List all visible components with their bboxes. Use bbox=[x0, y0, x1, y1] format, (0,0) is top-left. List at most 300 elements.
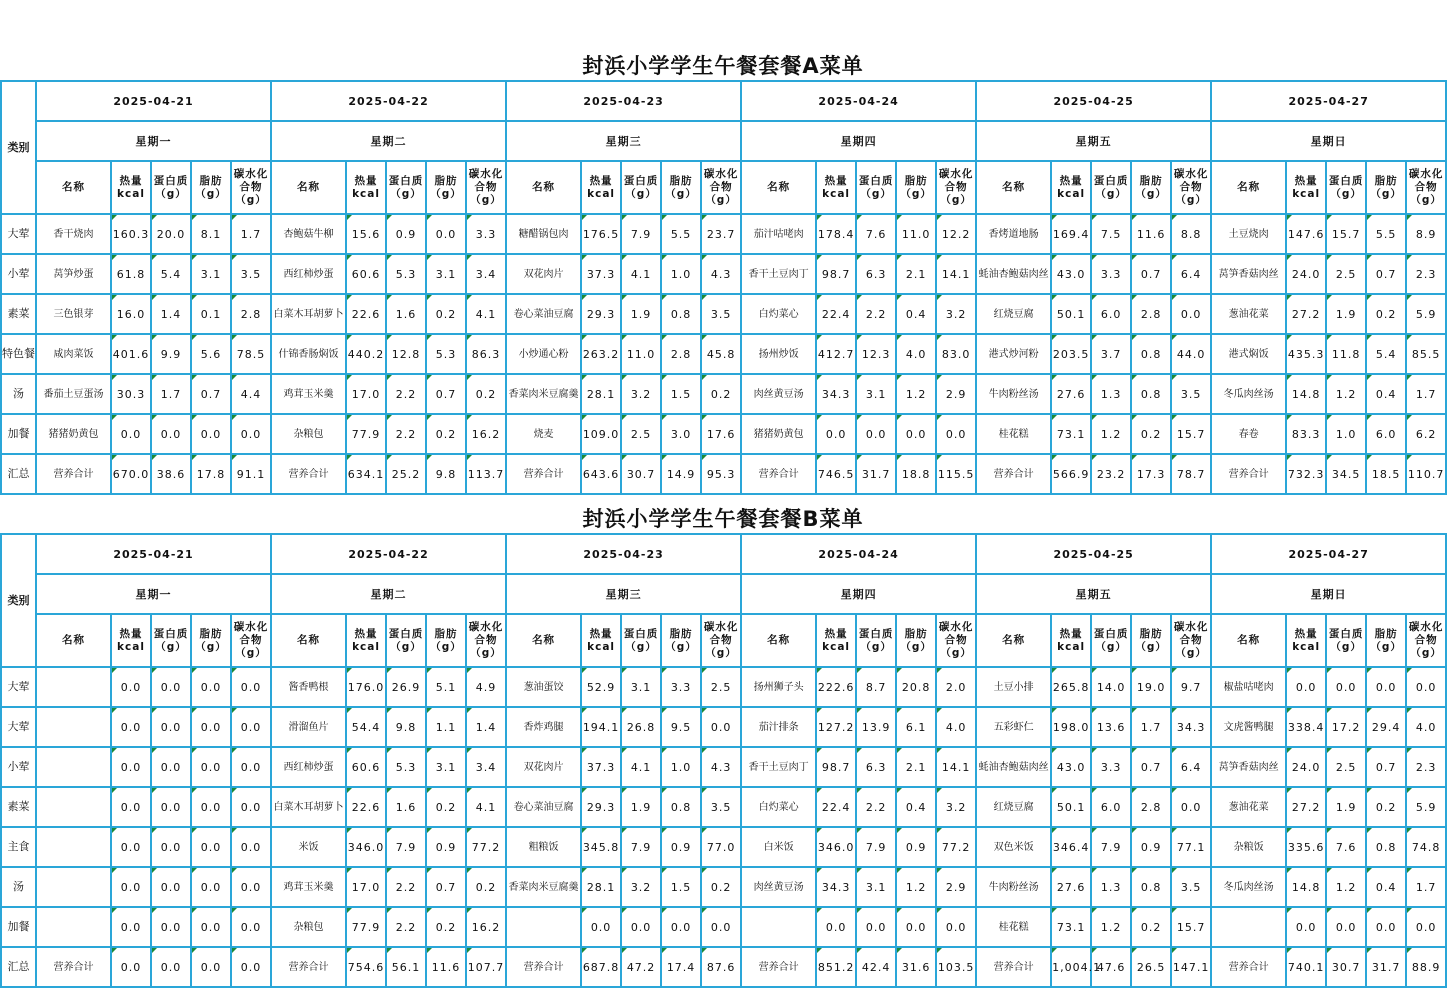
nutrient-value: 0.0 bbox=[1171, 294, 1211, 334]
nutrient-header-protein: 蛋白质（g） bbox=[1091, 614, 1131, 667]
nutrient-value: 0.2 bbox=[1366, 787, 1406, 827]
nutrient-header-name: 名称 bbox=[271, 161, 346, 214]
dish-name bbox=[36, 787, 111, 827]
nutrient-value: 7.9 bbox=[386, 827, 426, 867]
nutrient-value: 0.7 bbox=[426, 374, 466, 414]
nutrient-value: 643.6 bbox=[581, 454, 621, 494]
dish-name: 莴笋炒蛋 bbox=[36, 254, 111, 294]
nutrient-header-energy: 热量kcal bbox=[346, 161, 386, 214]
nutrient-value: 0.0 bbox=[111, 707, 151, 747]
nutrient-value: 1.2 bbox=[1326, 867, 1366, 907]
nutrient-header-protein: 蛋白质（g） bbox=[151, 614, 191, 667]
dish-name: 营养合计 bbox=[36, 454, 111, 494]
dish-name: 香干土豆肉丁 bbox=[741, 254, 816, 294]
menu-b bbox=[0, 503, 1446, 988]
nutrient-value: 670.0 bbox=[111, 454, 151, 494]
dish-name: 莴笋香菇肉丝 bbox=[1211, 254, 1286, 294]
date-header: 2025-04-25 bbox=[976, 534, 1211, 574]
nutrient-value: 78.5 bbox=[231, 334, 271, 374]
nutrient-value: 4.1 bbox=[466, 294, 506, 334]
nutrient-value: 338.4 bbox=[1286, 707, 1326, 747]
dish-name: 杂粮饭 bbox=[1211, 827, 1286, 867]
nutrient-value: 12.3 bbox=[856, 334, 896, 374]
nutrient-value: 16.2 bbox=[466, 414, 506, 454]
nutrient-value: 37.3 bbox=[581, 254, 621, 294]
nutrient-value: 0.7 bbox=[1366, 747, 1406, 787]
dish-name: 白菜木耳胡萝卜 bbox=[271, 294, 346, 334]
nutrient-value: 2.5 bbox=[1326, 747, 1366, 787]
nutrient-value: 0.0 bbox=[191, 667, 231, 707]
nutrient-value: 30.3 bbox=[111, 374, 151, 414]
nutrient-value: 15.7 bbox=[1171, 907, 1211, 947]
nutrient-value: 0.2 bbox=[426, 414, 466, 454]
dish-name: 香干烧肉 bbox=[36, 214, 111, 254]
nutrient-value: 169.4 bbox=[1051, 214, 1091, 254]
nutrient-value: 22.4 bbox=[816, 787, 856, 827]
nutrient-value: 26.9 bbox=[386, 667, 426, 707]
nutrient-value: 0.4 bbox=[896, 294, 936, 334]
nutrient-value: 115.5 bbox=[936, 454, 976, 494]
nutrient-value: 47.2 bbox=[621, 947, 661, 987]
dish-name: 杏鲍菇牛柳 bbox=[271, 214, 346, 254]
weekday-header-row bbox=[1, 574, 1446, 614]
nutrient-value: 34.3 bbox=[816, 867, 856, 907]
dish-name: 杂粮包 bbox=[271, 907, 346, 947]
dish-name: 椒盐咕咾肉 bbox=[1211, 667, 1286, 707]
nutrient-header-energy: 热量kcal bbox=[346, 614, 386, 667]
nutrient-value: 17.3 bbox=[1131, 454, 1171, 494]
nutrient-value: 0.7 bbox=[1366, 254, 1406, 294]
nutrient-value: 73.1 bbox=[1051, 414, 1091, 454]
nutrient-value: 15.7 bbox=[1326, 214, 1366, 254]
nutrient-value: 43.0 bbox=[1051, 254, 1091, 294]
table-row bbox=[1, 454, 1446, 494]
nutrient-value: 5.3 bbox=[426, 334, 466, 374]
nutrient-value: 1.7 bbox=[231, 214, 271, 254]
nutrient-value: 346.0 bbox=[346, 827, 386, 867]
nutrient-value: 77.9 bbox=[346, 907, 386, 947]
dish-name: 营养合计 bbox=[1211, 454, 1286, 494]
row-category: 大荤 bbox=[1, 667, 36, 707]
nutrient-value: 4.1 bbox=[621, 747, 661, 787]
nutrient-header-name: 名称 bbox=[506, 614, 581, 667]
nutrient-value: 6.0 bbox=[1091, 787, 1131, 827]
dish-name: 肉丝黄豆汤 bbox=[741, 374, 816, 414]
nutrient-header-carbs: 碳水化合物（g） bbox=[1406, 614, 1446, 667]
nutrient-value: 1.2 bbox=[1091, 414, 1131, 454]
nutrient-value: 22.6 bbox=[346, 294, 386, 334]
dish-name: 港式炒河粉 bbox=[976, 334, 1051, 374]
nutrient-value: 6.1 bbox=[896, 707, 936, 747]
weekday-header: 星期一 bbox=[36, 574, 271, 614]
nutrient-header-name: 名称 bbox=[506, 161, 581, 214]
nutrient-value: 0.2 bbox=[701, 374, 741, 414]
nutrient-header-protein: 蛋白质（g） bbox=[1326, 161, 1366, 214]
nutrient-value: 13.6 bbox=[1091, 707, 1131, 747]
nutrient-value: 98.7 bbox=[816, 254, 856, 294]
nutrient-value: 3.2 bbox=[936, 294, 976, 334]
dish-name: 番茄土豆蛋汤 bbox=[36, 374, 111, 414]
nutrient-value: 0.0 bbox=[1406, 667, 1446, 707]
nutrient-value: 1.7 bbox=[1406, 374, 1446, 414]
nutrient-value: 7.9 bbox=[621, 214, 661, 254]
nutrient-value: 0.0 bbox=[701, 907, 741, 947]
nutrient-header-fat: 脂肪（g） bbox=[426, 614, 466, 667]
dish-name: 营养合计 bbox=[976, 454, 1051, 494]
nutrient-value: 9.8 bbox=[426, 454, 466, 494]
weekday-header: 星期日 bbox=[1211, 574, 1446, 614]
nutrient-value: 3.3 bbox=[1091, 747, 1131, 787]
nutrient-value: 42.4 bbox=[856, 947, 896, 987]
dish-name: 蚝油杏鲍菇肉丝 bbox=[976, 747, 1051, 787]
nutrient-value: 29.3 bbox=[581, 294, 621, 334]
nutrient-value: 3.5 bbox=[701, 294, 741, 334]
nutrient-value: 2.1 bbox=[896, 747, 936, 787]
nutrient-value: 27.6 bbox=[1051, 867, 1091, 907]
nutrient-value: 77.1 bbox=[1171, 827, 1211, 867]
nutrient-value: 24.0 bbox=[1286, 747, 1326, 787]
row-category: 特色餐 bbox=[1, 334, 36, 374]
nutrient-value: 3.2 bbox=[621, 374, 661, 414]
nutrient-value: 3.2 bbox=[621, 867, 661, 907]
nutrient-value: 54.4 bbox=[346, 707, 386, 747]
nutrient-value: 0.0 bbox=[151, 667, 191, 707]
nutrient-value: 0.2 bbox=[466, 867, 506, 907]
dish-name: 白灼菜心 bbox=[741, 294, 816, 334]
nutrient-value: 74.8 bbox=[1406, 827, 1446, 867]
nutrient-value: 14.8 bbox=[1286, 867, 1326, 907]
nutrient-value: 47.6 bbox=[1091, 947, 1131, 987]
nutrient-value: 60.6 bbox=[346, 747, 386, 787]
nutrient-value: 1.3 bbox=[1091, 374, 1131, 414]
nutrient-value: 3.1 bbox=[426, 254, 466, 294]
dish-name: 香炸鸡腿 bbox=[506, 707, 581, 747]
nutrient-header-carbs: 碳水化合物（g） bbox=[231, 614, 271, 667]
nutrient-value: 1.0 bbox=[661, 747, 701, 787]
weekday-header: 星期四 bbox=[741, 121, 976, 161]
nutrient-value: 1.9 bbox=[1326, 787, 1366, 827]
nutrient-value: 1.6 bbox=[386, 294, 426, 334]
nutrient-value: 435.3 bbox=[1286, 334, 1326, 374]
nutrient-value: 1.4 bbox=[151, 294, 191, 334]
nutrient-value: 0.0 bbox=[1286, 907, 1326, 947]
dish-name: 鸡茸玉米羹 bbox=[271, 374, 346, 414]
nutrient-value: 4.9 bbox=[466, 667, 506, 707]
nutrient-value: 2.9 bbox=[936, 867, 976, 907]
dish-name: 牛肉粉丝汤 bbox=[976, 867, 1051, 907]
dish-name bbox=[36, 827, 111, 867]
table-row bbox=[1, 414, 1446, 454]
nutrient-value: 77.9 bbox=[346, 414, 386, 454]
nutrient-value: 0.0 bbox=[111, 787, 151, 827]
nutrient-header-carbs: 碳水化合物（g） bbox=[1171, 614, 1211, 667]
nutrient-value: 0.0 bbox=[111, 667, 151, 707]
nutrient-value: 2.8 bbox=[1131, 294, 1171, 334]
nutrient-value: 0.0 bbox=[621, 907, 661, 947]
nutrient-value: 178.4 bbox=[816, 214, 856, 254]
nutrient-value: 2.9 bbox=[936, 374, 976, 414]
menu-table bbox=[0, 80, 1447, 495]
nutrient-header-fat: 脂肪（g） bbox=[1366, 161, 1406, 214]
nutrient-value: 5.1 bbox=[426, 667, 466, 707]
nutrient-value: 1.7 bbox=[1406, 867, 1446, 907]
nutrient-value: 3.1 bbox=[621, 667, 661, 707]
nutrient-value: 8.8 bbox=[1171, 214, 1211, 254]
dish-name: 红烧豆腐 bbox=[976, 294, 1051, 334]
row-category: 加餐 bbox=[1, 907, 36, 947]
nutrient-value: 0.2 bbox=[426, 907, 466, 947]
nutrient-value: 12.8 bbox=[386, 334, 426, 374]
nutrient-value: 1.4 bbox=[466, 707, 506, 747]
nutrient-header-carbs: 碳水化合物（g） bbox=[1406, 161, 1446, 214]
nutrient-value: 9.9 bbox=[151, 334, 191, 374]
dish-name: 文虎酱鸭腿 bbox=[1211, 707, 1286, 747]
nutrient-value: 17.8 bbox=[191, 454, 231, 494]
nutrient-header-fat: 脂肪（g） bbox=[1366, 614, 1406, 667]
dish-name: 什锦香肠焖饭 bbox=[271, 334, 346, 374]
nutrient-value: 91.1 bbox=[231, 454, 271, 494]
nutrient-header-energy: 热量kcal bbox=[1286, 614, 1326, 667]
nutrient-value: 2.0 bbox=[936, 667, 976, 707]
nutrient-value: 12.2 bbox=[936, 214, 976, 254]
nutrient-value: 0.0 bbox=[151, 414, 191, 454]
dish-name: 营养合计 bbox=[271, 947, 346, 987]
date-header: 2025-04-24 bbox=[741, 81, 976, 121]
nutrient-value: 6.4 bbox=[1171, 254, 1211, 294]
nutrient-value: 0.0 bbox=[191, 907, 231, 947]
nutrient-value: 77.2 bbox=[466, 827, 506, 867]
dish-name: 双色米饭 bbox=[976, 827, 1051, 867]
nutrient-header-name: 名称 bbox=[1211, 614, 1286, 667]
nutrient-value: 203.5 bbox=[1051, 334, 1091, 374]
nutrient-header-protein: 蛋白质（g） bbox=[386, 614, 426, 667]
nutrient-value: 23.2 bbox=[1091, 454, 1131, 494]
nutrient-value: 0.0 bbox=[231, 747, 271, 787]
nutrient-value: 60.6 bbox=[346, 254, 386, 294]
nutrient-value: 45.8 bbox=[701, 334, 741, 374]
nutrient-value: 14.0 bbox=[1091, 667, 1131, 707]
nutrient-value: 17.6 bbox=[701, 414, 741, 454]
dish-name: 滑溜鱼片 bbox=[271, 707, 346, 747]
row-category: 汤 bbox=[1, 867, 36, 907]
nutrient-value: 0.0 bbox=[856, 414, 896, 454]
menu-title: 封浜小学学生午餐套餐B菜单 bbox=[582, 507, 864, 531]
nutrient-value: 8.1 bbox=[191, 214, 231, 254]
date-header: 2025-04-23 bbox=[506, 534, 741, 574]
nutrient-header-name: 名称 bbox=[271, 614, 346, 667]
weekday-header: 星期二 bbox=[271, 121, 506, 161]
nutrient-header-carbs: 碳水化合物（g） bbox=[936, 161, 976, 214]
nutrient-value: 78.7 bbox=[1171, 454, 1211, 494]
weekday-header: 星期三 bbox=[506, 574, 741, 614]
nutrient-value: 440.2 bbox=[346, 334, 386, 374]
nutrient-value: 14.8 bbox=[1286, 374, 1326, 414]
row-category: 加餐 bbox=[1, 414, 36, 454]
category-header: 类别 bbox=[1, 81, 36, 214]
nutrient-value: 7.6 bbox=[856, 214, 896, 254]
dish-name bbox=[36, 707, 111, 747]
nutrient-value: 0.8 bbox=[1131, 374, 1171, 414]
row-category: 素菜 bbox=[1, 294, 36, 334]
nutrient-value: 37.3 bbox=[581, 747, 621, 787]
nutrient-value: 1.0 bbox=[661, 254, 701, 294]
dish-name bbox=[506, 907, 581, 947]
nutrient-value: 9.7 bbox=[1171, 667, 1211, 707]
nutrient-value: 61.8 bbox=[111, 254, 151, 294]
nutrient-value: 27.2 bbox=[1286, 787, 1326, 827]
nutrient-value: 83.0 bbox=[936, 334, 976, 374]
dish-name: 烧麦 bbox=[506, 414, 581, 454]
nutrient-value: 6.2 bbox=[1406, 414, 1446, 454]
nutrient-value: 24.0 bbox=[1286, 254, 1326, 294]
dish-name: 双花肉片 bbox=[506, 747, 581, 787]
date-header: 2025-04-25 bbox=[976, 81, 1211, 121]
nutrient-value: 5.5 bbox=[661, 214, 701, 254]
nutrient-header-protein: 蛋白质（g） bbox=[621, 614, 661, 667]
nutrient-header-fat: 脂肪（g） bbox=[426, 161, 466, 214]
nutrient-value: 5.4 bbox=[151, 254, 191, 294]
nutrient-value: 0.0 bbox=[151, 787, 191, 827]
nutrient-value: 346.0 bbox=[816, 827, 856, 867]
dish-name: 香烤道地肠 bbox=[976, 214, 1051, 254]
nutrient-value: 0.2 bbox=[466, 374, 506, 414]
dish-name: 营养合计 bbox=[741, 454, 816, 494]
row-category: 大荤 bbox=[1, 707, 36, 747]
dish-name: 西红柿炒蛋 bbox=[271, 747, 346, 787]
row-category: 素菜 bbox=[1, 787, 36, 827]
nutrient-value: 73.1 bbox=[1051, 907, 1091, 947]
nutrient-header-name: 名称 bbox=[1211, 161, 1286, 214]
nutrient-value: 1.0 bbox=[1326, 414, 1366, 454]
nutrient-value: 687.8 bbox=[581, 947, 621, 987]
nutrient-value: 3.5 bbox=[701, 787, 741, 827]
nutrient-header-energy: 热量kcal bbox=[816, 614, 856, 667]
nutrient-value: 109.0 bbox=[581, 414, 621, 454]
nutrient-value: 4.0 bbox=[896, 334, 936, 374]
dish-name: 茄汁咕咾肉 bbox=[741, 214, 816, 254]
nutrient-header-fat: 脂肪（g） bbox=[661, 614, 701, 667]
dish-name: 酱香鸭根 bbox=[271, 667, 346, 707]
nutrient-value: 4.1 bbox=[621, 254, 661, 294]
nutrient-value: 0.0 bbox=[231, 414, 271, 454]
nutrient-value: 98.7 bbox=[816, 747, 856, 787]
nutrient-value: 1.2 bbox=[1326, 374, 1366, 414]
nutrient-value: 0.7 bbox=[426, 867, 466, 907]
date-header: 2025-04-27 bbox=[1211, 534, 1446, 574]
dish-name: 猪猪奶黄包 bbox=[741, 414, 816, 454]
dish-name: 营养合计 bbox=[506, 947, 581, 987]
nutrient-value: 17.2 bbox=[1326, 707, 1366, 747]
nutrient-value: 0.0 bbox=[231, 787, 271, 827]
nutrient-value: 86.3 bbox=[466, 334, 506, 374]
nutrient-value: 746.5 bbox=[816, 454, 856, 494]
menu-table bbox=[0, 533, 1447, 988]
nutrient-value: 31.6 bbox=[896, 947, 936, 987]
nutrient-value: 0.0 bbox=[191, 827, 231, 867]
nutrient-value: 88.9 bbox=[1406, 947, 1446, 987]
nutrient-header-protein: 蛋白质（g） bbox=[856, 614, 896, 667]
nutrient-header-protein: 蛋白质（g） bbox=[856, 161, 896, 214]
nutrient-header-name: 名称 bbox=[741, 161, 816, 214]
nutrient-value: 6.0 bbox=[1366, 414, 1406, 454]
dish-name bbox=[36, 747, 111, 787]
dish-name bbox=[741, 907, 816, 947]
nutrient-value: 4.3 bbox=[701, 747, 741, 787]
nutrient-value: 0.0 bbox=[111, 907, 151, 947]
dish-name: 扬州狮子头 bbox=[741, 667, 816, 707]
nutrient-value: 0.0 bbox=[111, 747, 151, 787]
nutrient-value: 1.5 bbox=[661, 867, 701, 907]
nutrient-header-row bbox=[1, 161, 1446, 214]
nutrient-value: 1.2 bbox=[896, 374, 936, 414]
nutrient-value: 0.0 bbox=[191, 747, 231, 787]
nutrient-value: 14.1 bbox=[936, 254, 976, 294]
weekday-header: 星期四 bbox=[741, 574, 976, 614]
dish-name bbox=[36, 867, 111, 907]
nutrient-value: 0.2 bbox=[1131, 414, 1171, 454]
dish-name: 香菜肉米豆腐羹 bbox=[506, 867, 581, 907]
nutrient-value: 754.6 bbox=[346, 947, 386, 987]
nutrient-value: 14.1 bbox=[936, 747, 976, 787]
nutrient-value: 11.0 bbox=[621, 334, 661, 374]
nutrient-value: 50.1 bbox=[1051, 294, 1091, 334]
nutrient-value: 1.6 bbox=[386, 787, 426, 827]
nutrient-value: 3.1 bbox=[191, 254, 231, 294]
nutrient-value: 0.9 bbox=[896, 827, 936, 867]
nutrient-value: 0.0 bbox=[231, 907, 271, 947]
nutrient-value: 0.0 bbox=[231, 707, 271, 747]
dish-name: 冬瓜肉丝汤 bbox=[1211, 867, 1286, 907]
row-category: 汇总 bbox=[1, 947, 36, 987]
nutrient-header-protein: 蛋白质（g） bbox=[1326, 614, 1366, 667]
dish-name: 杂粮包 bbox=[271, 414, 346, 454]
nutrient-value: 50.1 bbox=[1051, 787, 1091, 827]
table-row bbox=[1, 707, 1446, 747]
nutrient-value: 634.1 bbox=[346, 454, 386, 494]
dish-name: 营养合计 bbox=[36, 947, 111, 987]
nutrient-value: 31.7 bbox=[1366, 947, 1406, 987]
nutrient-value: 15.7 bbox=[1171, 414, 1211, 454]
nutrient-value: 0.9 bbox=[386, 214, 426, 254]
nutrient-value: 20.8 bbox=[896, 667, 936, 707]
nutrient-value: 44.0 bbox=[1171, 334, 1211, 374]
dish-name: 扬州炒饭 bbox=[741, 334, 816, 374]
nutrient-value: 2.8 bbox=[231, 294, 271, 334]
nutrient-header-name: 名称 bbox=[976, 614, 1051, 667]
nutrient-value: 1.7 bbox=[1131, 707, 1171, 747]
nutrient-value: 0.0 bbox=[191, 707, 231, 747]
nutrient-value: 3.1 bbox=[856, 374, 896, 414]
nutrient-value: 43.0 bbox=[1051, 747, 1091, 787]
nutrient-value: 4.4 bbox=[231, 374, 271, 414]
date-header-row bbox=[1, 81, 1446, 121]
nutrient-value: 0.1 bbox=[191, 294, 231, 334]
nutrient-header-fat: 脂肪（g） bbox=[191, 161, 231, 214]
nutrient-value: 0.0 bbox=[111, 867, 151, 907]
nutrient-value: 4.1 bbox=[466, 787, 506, 827]
nutrient-header-energy: 热量kcal bbox=[1286, 161, 1326, 214]
category-header: 类别 bbox=[1, 534, 36, 667]
nutrient-value: 1.7 bbox=[151, 374, 191, 414]
nutrient-header-carbs: 碳水化合物（g） bbox=[1171, 161, 1211, 214]
nutrient-value: 1,004.1 bbox=[1051, 947, 1091, 987]
nutrient-value: 11.0 bbox=[896, 214, 936, 254]
nutrient-header-name: 名称 bbox=[36, 614, 111, 667]
dish-name: 港式焖饭 bbox=[1211, 334, 1286, 374]
nutrient-value: 0.0 bbox=[151, 747, 191, 787]
nutrient-value: 6.4 bbox=[1171, 747, 1211, 787]
nutrient-value: 85.5 bbox=[1406, 334, 1446, 374]
